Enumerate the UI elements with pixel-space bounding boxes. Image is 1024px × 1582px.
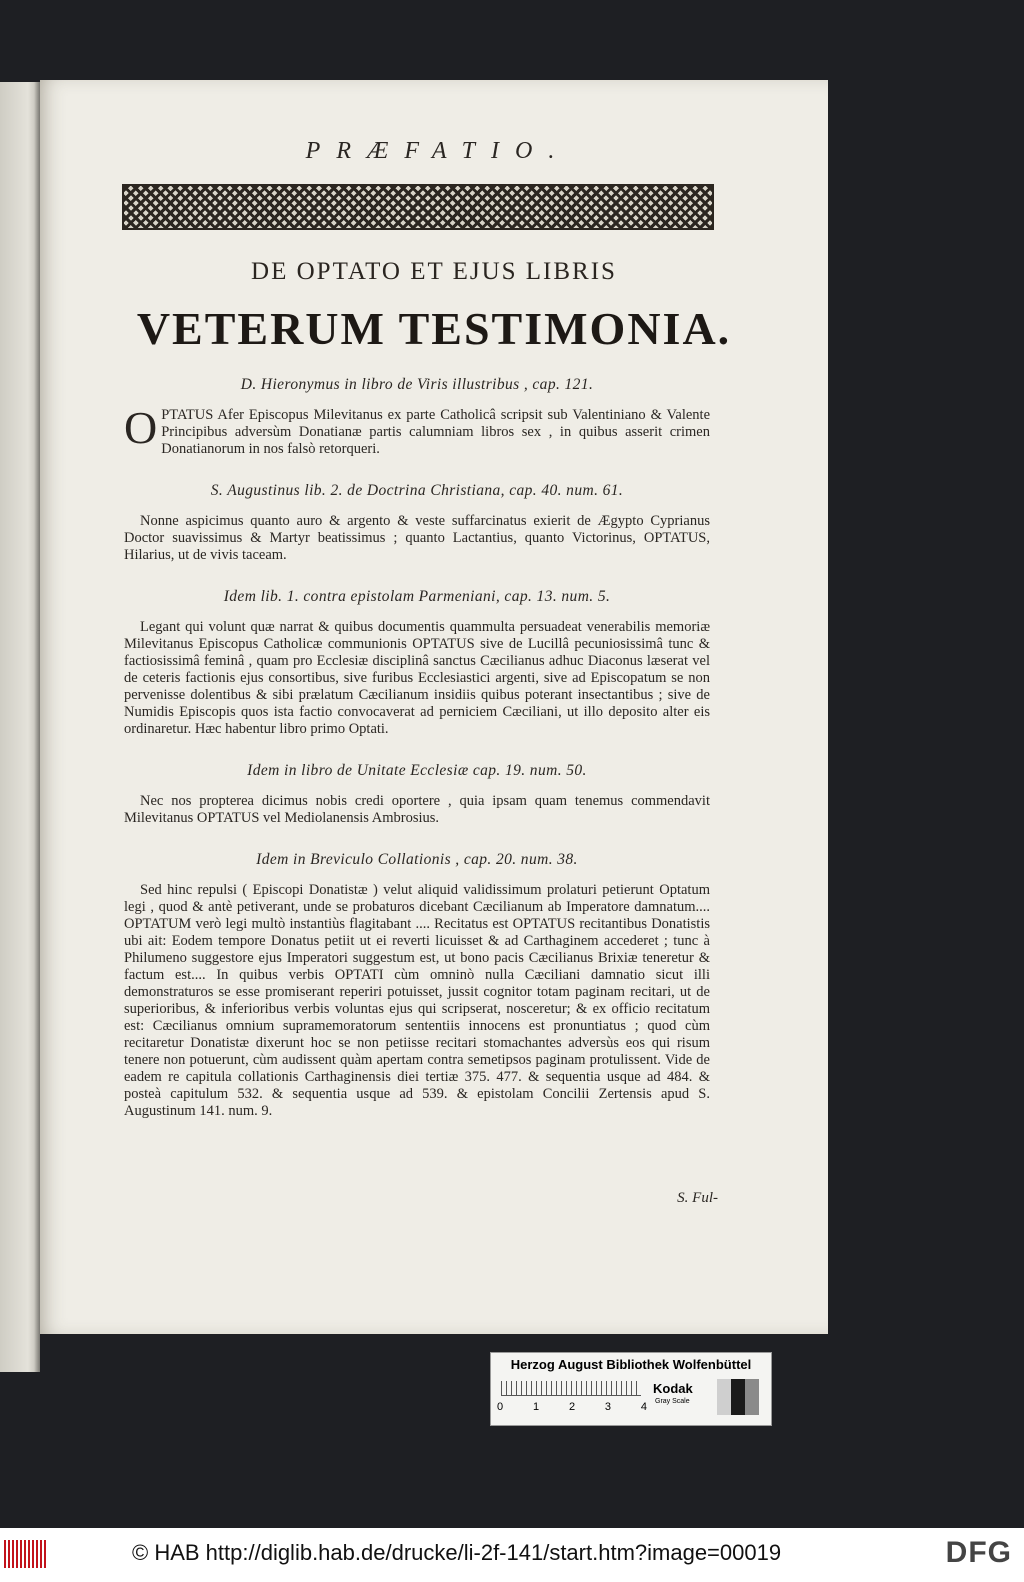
scale-number: 0 (497, 1401, 504, 1413)
kodak-label: Kodak (653, 1381, 693, 1396)
title-line-2: VETERUM TESTIMONIA. (136, 303, 732, 354)
paragraph (124, 402, 710, 458)
barcode-icon (4, 1540, 46, 1568)
title-line-1: DE OPTATO ET EJUS LIBRIS (251, 258, 617, 285)
stamp-title: Herzog August Bibliothek Wolfenbüttel (510, 1357, 752, 1372)
source-heading: S. Augustinus lib. 2. de Doctrina Christiana, cap. 40. num. 61. (210, 482, 624, 499)
scale-number: 1 (532, 1401, 540, 1413)
paragraph: Legant qui volunt quæ narrat & quibus documentis quammulta persuadeat venerabilis memoriæ Milevitanus Episcopus Catholicæ communionis OPTATUS sive de Lucillâ pecuniosissimâ tunc & factiosissimâ feminâ , quam pro Ecclesiæ disciplinâ sanctus Cæcilianus adhuc Diaconus læserat vel de ceteris factionis ejus consortibus, sive furibus Ecclesiastici argenti, sive ad Episcopatum se non pervenisse dolentibus & sibi prælatum Cæcilianum insidiis quibus poterant insectantibus ; sive de Numidis Episcopis quos ista factio convocaverat ad perniciem Cæciliani, ut illo deposito alter eis ordinaretur. Hæc habentur libro primo Optati. (124, 619, 710, 737)
copyright-url[interactable]: © HAB http://diglib.hab.de/drucke/li-2f-141/start.htm?image=00019 (132, 1540, 782, 1565)
paragraph-text: PTATUS Afer Episcopus Milevitanus ex parte Catholicâ scripsit sub Valentiniano & Valente Principibus adversùm Donatianæ partis calumniam libros sex , in quibus asserit crimen Donatianorum in nos falsò retorqueri. (161, 407, 710, 457)
scale-numbers (497, 1401, 647, 1413)
document-page (40, 80, 828, 1334)
ornamental-headpiece (122, 184, 714, 230)
gray-swatch-dark (731, 1379, 745, 1415)
source-heading: D. Hieronymus in libro de Viris illustribus , cap. 121. (240, 376, 594, 393)
source-heading: Idem lib. 1. contra epistolam Parmeniani, cap. 13. num. 5. (223, 588, 611, 605)
gray-swatch-light (717, 1379, 731, 1415)
gray-swatch-mid (745, 1379, 759, 1415)
adjacent-page-edge (0, 82, 40, 1372)
library-color-scale-stamp (490, 1352, 772, 1426)
catchword: S. Ful- (677, 1190, 718, 1206)
running-head: PRÆFATIO. (305, 138, 571, 164)
paragraph: Sed hinc repulsi ( Episcopi Donatistæ ) velut aliquid validissimum prolaturi petierunt Optatum legi , quod & antè petiverant, unde se probaturos dicebant Cæcilianum ab Imperatore damnatum.... OPTATUM verò legi multò instantiùs flagitabant .... Recitatus est OPTATUS recitantibus Donatistis ubi ait: Eodem tempore Donatus petiit ut ei reverti licuisset & ad Carthaginem accederet ; tunc à Philumeno suggestore ejus Imperatori suggestum est, ut bono pacis Cæcilianus Brixiæ teneretur & factum est.... In quibus verbis OPTATI cùm omninò nulla Cæciliani damnatio sicut illi demonstraturos se esse promiserant reperiri potuisset, jussit cognitor totam paginam recitari, ut de superioribus, & inferioribus verbis voluntas ejus qui scripserat, nosceretur; & ex officio recitatum est: Cæcilianus omnium supramemoratorum sententiis innocens est pronuntiatus ; quod cùm recitaretur Donatistæ dixerunt hoc se non petiisse recitari stomachantes adversùs eos qui risum tenere non potuerunt, cùm audissent quàm apertam contra semetipsos paginam protulissent. Vide de eadem re capitula collationis Carthaginensis diei tertiæ 375. 477. & sequentia usque ad 484. & posteà capitulum 532. & sequentia usque ad 539. & epistolam Concilii Zertensis apud S. Augustinum 141. num. 9. (124, 882, 710, 1119)
page-body (124, 376, 710, 1144)
drop-cap: O (124, 402, 158, 453)
paragraph: Nonne aspicimus quanto auro & argento & veste suffarcinatus exierit de Ægypto Cyprianus Doctor suavissimus & Martyr beatissimus ; quanto Lactantius, quanto Victorinus, OPTATUS, Hilarius, ut de vivis taceam. (124, 513, 710, 563)
scale-number: 3 (604, 1401, 612, 1413)
footer-bar (0, 1528, 1024, 1582)
paragraph: Nec nos propterea dicimus nobis credi oportere , quia ipsam quam tenemus commendavit Milevitanus OPTATUS vel Mediolanensis Ambrosius. (124, 793, 710, 826)
source-heading: Idem in Breviculo Collationis , cap. 20. num. 38. (256, 851, 578, 868)
scale-number: 2 (568, 1401, 576, 1413)
ruler-scale (501, 1381, 641, 1396)
gray-scale-label: Gray Scale (655, 1398, 690, 1405)
scale-number: 4 (640, 1401, 647, 1413)
source-heading: Idem in libro de Unitate Ecclesiæ cap. 19. num. 50. (247, 762, 587, 779)
dfg-logo: DFG (945, 1536, 1012, 1569)
